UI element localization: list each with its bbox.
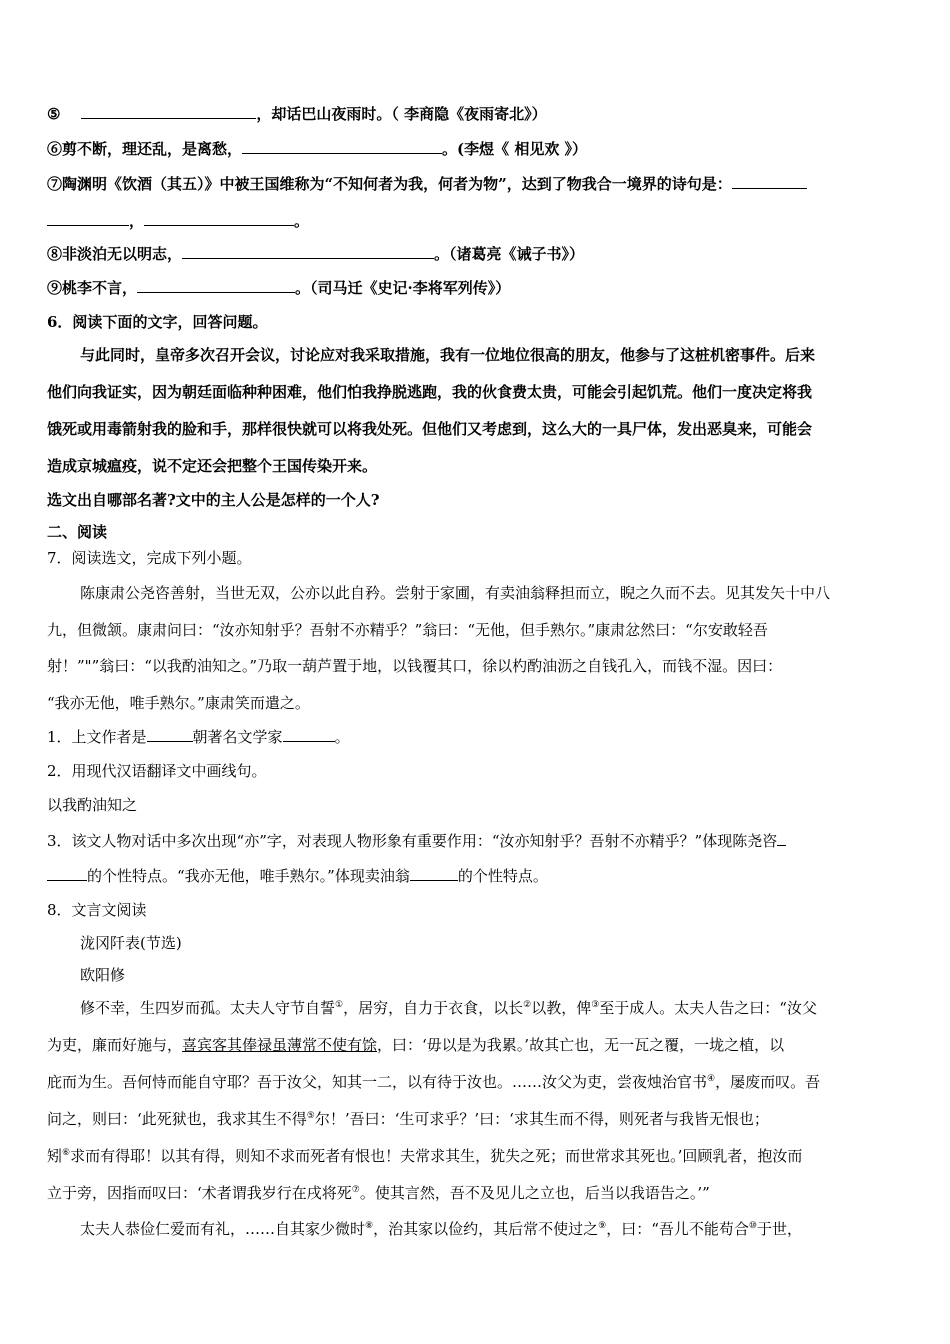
subquestion-text: 的个性特点。“我亦无他，唯手熟尔。”体现卖油翁: [87, 867, 410, 885]
passage-line: 造成京城瘟疫，说不定还会把整个王国传染开来。: [47, 457, 378, 475]
passage-line: “我亦无他，唯手熟尔。”康肃笑而遣之。: [47, 694, 310, 712]
poem-line: ⑦陶渊明《饮酒（其五）》中被王国维称为“不知何者为我，何者为物”，达到了物我合一境界的诗句是：: [47, 175, 732, 193]
text: 修不幸，生四岁而孤。太夫人守节自誓: [80, 999, 336, 1017]
answer-blank[interactable]: [47, 865, 87, 881]
question-7-title: 7．阅读选文，完成下列小题。: [47, 549, 252, 567]
subquestion-3: [47, 830, 786, 851]
poem-prefix: ⑥剪不断，理还乱，是离愁，: [47, 140, 243, 158]
answer-blank[interactable]: [283, 726, 335, 742]
answer-blank[interactable]: [147, 726, 193, 742]
question-6-title: 6．阅读下面的文字，回答问题。: [47, 313, 268, 331]
answer-blank[interactable]: [242, 138, 442, 154]
passage-line: 九，但微颔。康肃问曰：“汝亦知射乎？吾射不亦精乎？”翁曰：“无他，但手熟尔。”康肃忿然曰：“尔安敢轻吾: [47, 621, 768, 639]
poem-suffix: 。(李煜《 相见欢 》）: [442, 140, 588, 158]
answer-blank[interactable]: [81, 103, 256, 119]
footnote-mark: ④: [707, 1074, 716, 1084]
footnote-mark: ⑥: [62, 1148, 71, 1158]
section-heading: 二、阅读: [47, 523, 108, 541]
poem-item-6: [47, 138, 587, 159]
text: 至于成人。太夫人告之曰：“汝父: [599, 999, 817, 1017]
footnote-mark: ①: [335, 1000, 344, 1010]
text: ，屡废而叹。吾: [715, 1073, 821, 1091]
passage-line: 射！”"”翁曰：“以我酌油知之。”乃取一葫芦置于地，以钱覆其口，徐以杓酌油沥之自钱孔入，而钱不湿。因曰：: [47, 657, 783, 675]
period: 。: [294, 212, 310, 230]
text: 求而有得耶！以其有得，则知不求而死者有恨也！夫常求其生，犹失之死；而世常求其死也。’回顾乳者，抱汝而: [70, 1147, 803, 1165]
answer-blank[interactable]: [182, 243, 434, 259]
text: 矧: [47, 1147, 63, 1165]
text: ，治其家以俭约，其后常不使过之: [373, 1220, 599, 1238]
subquestion-text: 的个性特点。: [457, 867, 548, 885]
footnote-mark: ②: [523, 1000, 532, 1010]
footnote-mark: ⑤: [306, 1111, 315, 1121]
footnote-mark: ⑨: [598, 1221, 607, 1231]
subquestion-3-cont: [47, 865, 548, 886]
answer-blank[interactable]: [410, 865, 458, 881]
question-6-prompt: 选文出自哪部名著?文中的主人公是怎样的一个人?: [47, 491, 380, 509]
text: 。使其言然，吾不及见儿之立也，后当以我语告之。’”: [359, 1184, 710, 1202]
passage-line: [80, 998, 817, 1018]
answer-blank[interactable]: [144, 210, 294, 226]
subquestion-1: [47, 726, 350, 747]
poem-item-9: [47, 277, 510, 298]
underlined-sentence: 喜宾客其俸禄虽薄常不使有馀: [182, 1036, 378, 1054]
passage-line: [47, 1072, 820, 1092]
poem-suffix: 。（司马迁《史记·李将军列传》）: [295, 279, 511, 297]
answer-blank[interactable]: [137, 277, 295, 293]
item-number: ⑤: [47, 105, 61, 123]
question-8-title: 8．文言文阅读: [47, 901, 147, 919]
passage-author: 欧阳修: [80, 966, 126, 984]
poem-text: ，却话巴山夜雨时。（ 李商隐《夜雨寄北》）: [256, 105, 547, 123]
answer-blank[interactable]: [777, 830, 786, 846]
text: 问之，则曰：‘此死狱也，我求其生不得: [47, 1110, 307, 1128]
passage-line: [80, 1219, 802, 1239]
passage-line: [47, 1109, 769, 1129]
subquestion-text: 。: [334, 728, 350, 746]
footnote-mark: ⑩: [748, 1221, 757, 1231]
text: ，曰：“吾儿不能苟合: [606, 1220, 749, 1238]
text: ，曰：‘毋以是为我累。’故其亡也，无一瓦之覆，一垅之植，以: [377, 1036, 785, 1054]
passage-line: 他们向我证实，因为朝廷面临种种困难，他们怕我挣脱逃跑，我的伙食费太贵，可能会引起饥荒。他们一度决定将我: [47, 383, 813, 401]
passage-line: [47, 1035, 784, 1055]
subquestion-text: 3．该文人物对话中多次出现“亦”字，对表现人物形象有重要作用：“汝亦知射乎？吾射不亦精乎？”体现陈尧咨: [47, 832, 778, 850]
text: 立于旁，因指而叹曰：‘术者谓我岁行在戌将死: [47, 1184, 352, 1202]
poem-item-8: [47, 243, 584, 264]
text: 尔！’吾曰：‘生可求乎？’曰：‘求其生而不得，则死者与我皆无恨也；: [314, 1110, 769, 1128]
passage-line: 饿死或用毒箭射我的脸和手，那样很快就可以将我处死。但他们又考虑到，这么大的一具尸体，发出恶臭来，可能会: [47, 420, 813, 438]
passage-line: 与此同时，皇帝多次召开会议，讨论应对我采取措施，我有一位地位很高的朋友，他参与了这桩机密事件。后来: [80, 346, 816, 364]
poem-item-5: [47, 103, 547, 124]
subquestion-text: 1．上文作者是: [47, 728, 147, 746]
poem-suffix: 。（诸葛亮《诫子书》）: [434, 245, 585, 263]
separator: ，: [129, 212, 145, 230]
poem-item-7: [47, 173, 807, 194]
subquestion-2: 2．用现代汉语翻译文中画线句。: [47, 762, 267, 780]
passage-title: 泷冈阡表(节选): [80, 934, 182, 952]
text: 为吏，廉而好施与，: [47, 1036, 183, 1054]
text: 庇而为生。吾何恃而能自守耶？吾于汝父，知其一二，以有待于汝也。……汝父为吏，尝夜烛治官书: [47, 1073, 708, 1091]
passage-line: [47, 1183, 710, 1203]
text: 太夫人恭俭仁爱而有礼，……自其家少微时: [80, 1220, 366, 1238]
sentence-to-translate: 以我酌油知之: [47, 796, 138, 814]
answer-blank[interactable]: [47, 210, 129, 226]
answer-blank[interactable]: [732, 173, 807, 189]
passage-line: [47, 1146, 802, 1166]
poem-item-7-cont: [47, 210, 309, 231]
text: ，居穷，自力于衣食，以长: [343, 999, 524, 1017]
passage-line: 陈康肃公尧咨善射，当世无双，公亦以此自矜。尝射于家圃，有卖油翁释担而立，睨之久而不去。见其发矢十中八: [80, 584, 831, 602]
text: 于世，: [756, 1220, 802, 1238]
subquestion-text: 朝著名文学家: [192, 728, 283, 746]
text: 以教，俾: [531, 999, 592, 1017]
footnote-mark: ⑧: [365, 1221, 374, 1231]
footnote-mark: ③: [591, 1000, 600, 1010]
poem-prefix: ⑧非淡泊无以明志，: [47, 245, 183, 263]
footnote-mark: ⑦: [351, 1185, 360, 1195]
poem-prefix: ⑨桃李不言，: [47, 279, 138, 297]
